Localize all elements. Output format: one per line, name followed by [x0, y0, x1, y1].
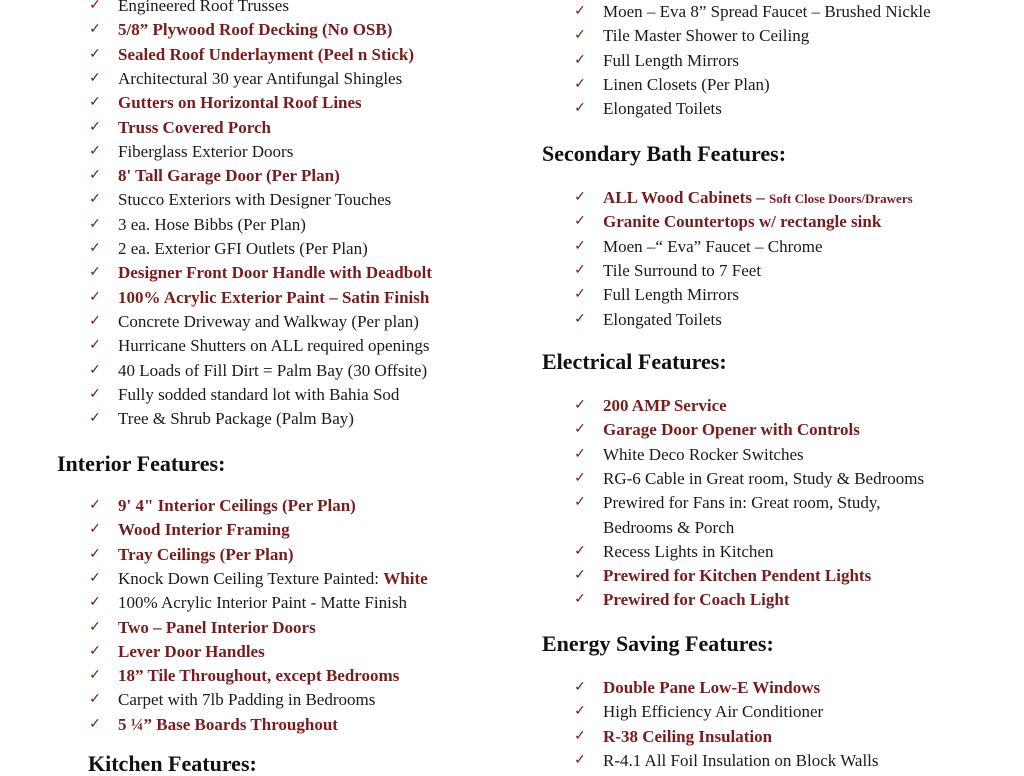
feature-text-run: 9' 4" Interior Ceilings (Per Plan): [118, 496, 356, 515]
checkmark-icon: ✓: [89, 265, 101, 281]
feature-text: [118, 518, 290, 542]
checkmark-icon: ✓: [574, 592, 586, 608]
feature-text: [118, 359, 427, 383]
feature-text: [603, 467, 924, 491]
feature-text: [603, 0, 931, 24]
feature-text-run: Lever Door Handles: [118, 641, 265, 661]
checkmark-icon: ✓: [89, 0, 101, 13]
checkmark-icon: ✓: [574, 190, 586, 205]
feature-text-run: Knock Down Ceiling Texture Painted:: [118, 568, 384, 588]
feature-text: [603, 49, 739, 73]
checkmark-icon: ✓: [574, 470, 586, 486]
feature-text-run: Sealed Roof Underlayment (Peel n Stick): [118, 44, 415, 64]
checkmark-icon: ✓: [89, 168, 101, 184]
checkmark-icon: ✓: [574, 704, 586, 720]
checkmark-icon: ✓: [89, 70, 101, 86]
checkmark-icon: ✓: [574, 568, 586, 584]
feature-text: [603, 259, 761, 283]
feature-text-run: Hurricane Shutters on ALL required openings: [118, 336, 430, 356]
checkmark-icon: ✓: [89, 692, 101, 708]
checkmark-icon: ✓: [574, 422, 586, 438]
feature-text-run: Prewired for Fans in: Great room, Study,: [603, 493, 881, 513]
checkmark-icon: ✓: [574, 398, 586, 413]
feature-text-run: Fiberglass Exterior Doors: [118, 141, 294, 161]
feature-text-run: High Efficiency Air Conditioner: [603, 702, 824, 722]
checkmark-icon: ✓: [574, 4, 586, 19]
feature-text: [603, 725, 772, 749]
feature-text-run: White Deco Rocker Switches: [603, 444, 804, 464]
energy-saving-features-heading: Energy Saving Features:: [542, 631, 774, 656]
feature-text-run: 18” Tile Throughout, except Bedrooms: [118, 666, 400, 686]
feature-text: [118, 407, 354, 431]
feature-text: [118, 383, 399, 407]
checkmark-icon: ✓: [574, 28, 586, 44]
checkmark-icon: ✓: [89, 386, 101, 402]
feature-text-run: 5/8” Plywood Roof Decking (No OSB): [118, 20, 393, 40]
checkmark-icon: ✓: [574, 238, 586, 254]
feature-text: [118, 43, 414, 67]
feature-text: [118, 616, 316, 640]
feature-text-run: 100% Acrylic Exterior Paint – Satin Finish: [118, 287, 430, 307]
feature-text: [603, 749, 879, 773]
feature-text-run: 2 ea. Exterior GFI Outlets (Per Plan): [118, 239, 368, 258]
feature-text: [118, 688, 375, 712]
checkmark-icon: ✓: [89, 119, 101, 135]
feature-text: [603, 491, 880, 515]
feature-text: [118, 67, 402, 91]
feature-text: [603, 443, 804, 467]
feature-text-run: Designer Front Door Handle with Deadbolt: [118, 263, 433, 283]
feature-text-run: Moen –“ Eva” Faucet – Chrome: [603, 236, 823, 256]
feature-text-run: Garage Door Opener with Controls: [603, 420, 860, 440]
checkmark-icon: ✓: [574, 76, 586, 92]
feature-text-run: 100% Acrylic Interior Paint - Matte Finish: [118, 593, 407, 613]
feature-text-run: Gutters on Horizontal Roof Lines: [118, 93, 362, 113]
checkmark-icon: ✓: [89, 289, 101, 305]
checkmark-icon: ✓: [89, 595, 101, 611]
feature-text-run: Tray Ceilings (Per Plan): [118, 544, 294, 564]
checkmark-icon: ✓: [574, 311, 586, 327]
feature-text: [603, 540, 773, 564]
feature-text-run: Full Length Mirrors: [603, 285, 739, 305]
feature-text-run: Wood Interior Framing: [118, 520, 290, 540]
feature-text: [118, 334, 429, 358]
feature-text: [118, 116, 271, 140]
feature-text-run: Tree & Shrub Package (Palm Bay): [118, 409, 354, 429]
checkmark-icon: ✓: [574, 262, 586, 278]
feature-text-run: Stucco Exteriors with Designer Touches: [118, 190, 392, 210]
checkmark-icon: ✓: [89, 643, 101, 659]
checkmark-icon: ✓: [574, 101, 586, 117]
feature-text: [603, 210, 881, 234]
feature-text-run: 40 Loads of Fill Dirt = Palm Bay (30 Offsite): [118, 360, 428, 380]
checkmark-icon: ✓: [89, 522, 101, 538]
feature-text-run: Full Length Mirrors: [603, 50, 739, 70]
feature-text: [118, 640, 265, 664]
kitchen-features-heading: Kitchen Features:: [88, 751, 257, 776]
feature-text-run: R-4.1 All Foil Insulation on Block Walls: [603, 750, 879, 770]
feature-text-run: 200 AMP Service: [603, 396, 727, 415]
feature-text-run: Elongated Toilets: [603, 99, 722, 119]
feature-text: [118, 713, 338, 737]
checkmark-icon: ✓: [89, 619, 101, 635]
checkmark-icon: ✓: [89, 498, 101, 513]
feature-text: [118, 591, 407, 615]
feature-text: [118, 261, 432, 285]
feature-text-run: Truss Covered Porch: [118, 117, 271, 137]
checkmark-icon: ✓: [89, 338, 101, 354]
feature-text-run: 3 ea. Hose Bibbs (Per Plan): [118, 214, 306, 234]
feature-text-run: Fully sodded standard lot with Bahia Sod: [118, 384, 400, 404]
feature-text-run: Prewired for Kitchen Pendent Lights: [603, 566, 872, 586]
feature-text-run: Granite Countertops w/ rectangle sink: [603, 212, 882, 232]
feature-text: [118, 543, 294, 567]
feature-text: [118, 0, 289, 18]
feature-text: [603, 564, 871, 588]
checkmark-icon: ✓: [89, 362, 101, 378]
feature-text-run: Double Pane Low-E Windows: [603, 678, 821, 697]
feature-text: [603, 235, 823, 259]
feature-text: [118, 664, 399, 688]
feature-text: [603, 394, 727, 418]
checkmark-icon: ✓: [574, 52, 586, 68]
checkmark-icon: ✓: [89, 241, 101, 256]
checkmark-icon: ✓: [89, 313, 101, 329]
feature-text-run: Bedrooms & Porch: [603, 517, 735, 537]
checkmark-icon: ✓: [89, 143, 101, 159]
feature-text: [603, 700, 823, 724]
checkmark-icon: ✓: [574, 495, 586, 511]
feature-text: [118, 213, 306, 237]
feature-text-run: Elongated Toilets: [603, 309, 722, 329]
feature-text: [118, 237, 368, 261]
checkmark-icon: ✓: [89, 570, 101, 586]
feature-text-run: Carpet with 7lb Padding in Bedrooms: [118, 690, 376, 710]
checkmark-icon: ✓: [89, 192, 101, 208]
feature-text: [118, 494, 356, 518]
feature-text: [118, 567, 428, 591]
checkmark-icon: ✓: [89, 716, 101, 732]
feature-text: [603, 73, 770, 97]
feature-text-run: Architectural 30 year Antifungal Shingles: [118, 68, 403, 88]
feature-text: [603, 516, 734, 540]
checkmark-icon: ✓: [574, 214, 586, 230]
feature-text-run: Tile Surround to 7 Feet: [603, 260, 762, 280]
checkmark-icon: ✓: [89, 411, 101, 427]
checkmark-icon: ✓: [574, 752, 586, 768]
feature-text: [603, 308, 722, 332]
feature-text: [603, 283, 739, 307]
feature-text-run: 8' Tall Garage Door (Per Plan): [118, 166, 340, 186]
feature-text-run: Soft Close Doors/Drawers: [768, 191, 913, 206]
checkmark-icon: ✓: [574, 543, 586, 559]
electrical-features-heading: Electrical Features:: [542, 349, 727, 374]
checkmark-icon: ✓: [89, 668, 101, 684]
checkmark-icon: ✓: [89, 216, 101, 232]
checkmark-icon: ✓: [574, 680, 586, 695]
feature-text: [118, 91, 362, 115]
feature-text: [118, 188, 391, 212]
feature-text-run: Tile Master Shower to Ceiling: [603, 26, 810, 46]
checkmark-icon: ✓: [574, 446, 586, 462]
feature-text-run: Linen Closets (Per Plan): [603, 74, 770, 94]
checkmark-icon: ✓: [89, 46, 101, 62]
feature-text: [118, 18, 392, 42]
checkmark-icon: ✓: [89, 546, 101, 562]
feature-text-run: White: [383, 568, 428, 588]
feature-text-run: RG-6 Cable in Great room, Study & Bedrooms: [603, 468, 925, 488]
feature-text: [603, 418, 860, 442]
feature-text-run: 5 ¼” Base Boards Throughout: [118, 714, 338, 734]
feature-text: [603, 588, 790, 612]
checkmark-icon: ✓: [89, 22, 101, 38]
checkmark-icon: ✓: [574, 287, 586, 303]
feature-text: [118, 286, 429, 310]
feature-text: [118, 140, 293, 164]
feature-text: [603, 97, 722, 121]
feature-text-run: Two – Panel Interior Doors: [118, 617, 316, 637]
feature-text-run: Engineered Roof Trusses: [118, 0, 289, 15]
feature-text-run: Moen – Eva 8” Spread Faucet – Brushed Nickle: [603, 2, 931, 21]
feature-text: [118, 310, 419, 334]
feature-text-run: Recess Lights in Kitchen: [603, 541, 774, 561]
feature-text-run: Prewired for Coach Light: [603, 590, 790, 610]
interior-features-heading: Interior Features:: [57, 451, 226, 476]
feature-text: [603, 676, 820, 700]
feature-text: [118, 164, 340, 188]
secondary-bath-features-heading: Secondary Bath Features:: [542, 141, 787, 166]
feature-text: [603, 186, 913, 211]
feature-text-run: R-38 Ceiling Insulation: [603, 726, 773, 746]
checkmark-icon: ✓: [574, 728, 586, 744]
feature-text-run: Concrete Driveway and Walkway (Per plan): [118, 311, 419, 331]
feature-text: [603, 24, 809, 48]
checkmark-icon: ✓: [89, 95, 101, 111]
feature-text-run: ALL Wood Cabinets –: [603, 188, 769, 207]
